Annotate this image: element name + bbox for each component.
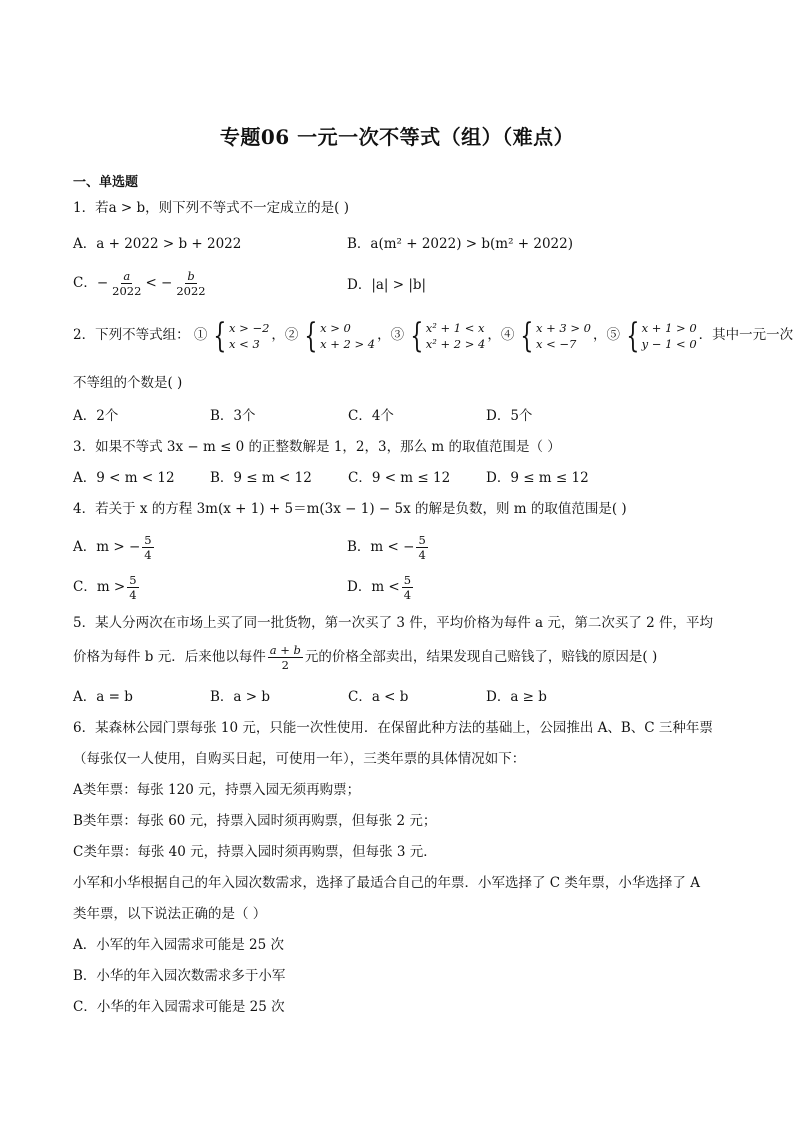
q2-system-3-body (406, 315, 486, 356)
q1-c-fraction-1 (110, 269, 143, 298)
q2-option-d: D．5个 (486, 408, 533, 424)
q1-option-b: B．a(m² + 2022) > b(m² + 2022) (347, 236, 573, 252)
q1-option-c (73, 268, 210, 298)
q6-option-c: C．小华的年入园需求可能是 25 次 (73, 999, 285, 1015)
q5-line-2-pre: 价格为每件 b 元．后来他以每件 (73, 649, 266, 665)
q4-stem: 4．若关于 x 的方程 3m(x + 1) + 5＝m(3x − 1) − 5x 的解是负数，则 m 的取值范围是( ) (73, 501, 627, 517)
q4-c-prefix: C．m > (73, 579, 126, 595)
q5-stem-line-1: 5．某人分两次在市场上买了同一批货物，第一次买了 3 件，平均价格为每件 a 元，第二次买了 2 件，平均 (73, 615, 714, 631)
q2-stem: 2．下列不等式组： ① { x > −2 x < 3 ，② { x > 0 x + 2 > 4 ，③ { x² + 1 < x x² + 2 > 4 ，④ { x + 3 > 0 x < −7 ，⑤ { x + 1 > 0 y − 1 < 0 ．其中一元一次 (73, 315, 794, 356)
q1-c-den-2: 2022 (176, 284, 206, 298)
q6-option-a: A．小军的年入园需求可能是 25 次 (73, 937, 285, 953)
q5-option-a: A．a = b (73, 689, 133, 705)
q6-stem-line-6: 小军和小华根据自己的年入园次数需求，选择了最适合自己的年票．小军选择了 C 类年票，小华选择了 A (73, 875, 700, 891)
q6-stem-line-1: 6．某森林公园门票每张 10 元，只能一次性使用．在保留此种方法的基础上，公园推出 A、B、C 三种年票 (73, 720, 713, 736)
section-heading: 一、单选题 (73, 175, 139, 190)
q4-option-a (73, 530, 156, 564)
q2-system-5-row-1: x + 1 > 0 (641, 320, 697, 335)
q4-d-num: 5 (403, 573, 412, 587)
q2-system-3-mark: ③ (390, 327, 405, 343)
q4-a-fraction (142, 533, 153, 562)
q2-system-2 (284, 315, 377, 356)
q5-line-2-post: 元的价格全部卖出，结果发现自己赔钱了，赔钱的原因是( ) (304, 649, 658, 665)
q6-option-b: B．小华的年入园次数需求多于小军 (73, 968, 286, 984)
q2-system-2-body (300, 315, 376, 356)
q2-stem-start: 2．下列不等式组： (73, 327, 190, 343)
q2-system-1-row-1: x > −2 (229, 320, 270, 335)
q3-option-b: B．9 ≤ m < 12 (210, 470, 312, 486)
q3-stem: 3．如果不等式 3x − m ≤ 0 的正整数解是 1，2，3，那么 m 的取值范围是（ ） (73, 439, 561, 455)
brace-icon: { (520, 315, 534, 356)
q2-system-1-row-2: x < 3 (229, 336, 260, 351)
brace-icon: { (626, 315, 640, 356)
q5-fraction (268, 643, 303, 672)
q1-c-den-1: 2022 (112, 284, 142, 298)
q2-system-3 (390, 315, 488, 356)
page-title: 专题06 一元一次不等式（组）（难点） (219, 125, 575, 149)
q4-b-prefix: B．m < − (347, 539, 415, 555)
q1-option-a: A．a + 2022 > b + 2022 (73, 236, 242, 252)
q4-a-den: 4 (144, 548, 152, 562)
q2-system-4-mark: ④ (500, 327, 515, 343)
q5-option-b: B．a > b (210, 689, 271, 705)
q3-option-d: D．9 ≤ m ≤ 12 (486, 470, 589, 486)
q2-system-2-row-2: x + 2 > 4 (320, 336, 376, 351)
q4-option-d (347, 570, 415, 604)
q1-c-fraction-2 (174, 269, 207, 298)
q1-c-num-1: a (123, 269, 131, 283)
q2-system-2-mark: ② (284, 327, 299, 343)
q4-c-num: 5 (129, 573, 137, 587)
q6-stem-line-3: A类年票：每张 120 元，持票入园无须再购票； (73, 782, 361, 798)
q2-system-5 (606, 315, 699, 356)
q5-frac-den: 2 (281, 658, 289, 672)
q6-stem-line-4: B类年票：每张 60 元，持票入园时须再购票，但每张 2 元； (73, 813, 437, 829)
q2-system-1 (193, 315, 272, 356)
q4-d-den: 4 (403, 588, 412, 602)
q2-system-4-row-2: x < −7 (535, 336, 577, 351)
q4-a-prefix: A．m > − (73, 539, 141, 555)
q1-option-d: D．|a| > |b| (347, 277, 427, 293)
q2-system-2-row-1: x > 0 (320, 320, 351, 335)
q4-c-den: 4 (129, 588, 137, 602)
q2-option-a: A．2个 (73, 408, 119, 424)
q2-system-1-mark: ① (193, 327, 208, 343)
brace-icon: { (304, 315, 318, 356)
q2-system-4-body (516, 315, 591, 356)
q1-c-num-2: b (187, 269, 195, 283)
q2-option-b: B．3个 (210, 408, 256, 424)
q6-stem-line-5: C类年票：每张 40 元，持票入园时须再购票，但每张 3 元． (73, 844, 437, 860)
q2-stem-line-2: 不等组的个数是( ) (73, 375, 183, 391)
q4-d-fraction (402, 573, 413, 602)
q2-system-5-mark: ⑤ (606, 327, 620, 343)
q2-system-1-body (209, 315, 270, 356)
q4-b-den: 4 (418, 548, 426, 562)
q5-option-c: C．a < b (348, 689, 409, 705)
q2-system-4-row-1: x + 3 > 0 (535, 320, 591, 335)
q4-c-fraction (127, 573, 138, 602)
q1-stem: 1．若a > b，则下列不等式不一定成立的是( ) (73, 200, 349, 216)
q2-system-4 (500, 315, 593, 356)
q4-option-c (73, 570, 141, 604)
q4-b-num: 5 (418, 533, 426, 547)
q5-option-d: D．a ≥ b (486, 689, 547, 705)
q1-c-mid: < − (145, 275, 173, 291)
q4-d-prefix: D．m < (347, 579, 400, 595)
q2-system-5-row-2: y − 1 < 0 (641, 336, 697, 351)
q4-a-num: 5 (144, 533, 152, 547)
q6-stem-line-7: 类年票，以下说法正确的是（ ） (73, 906, 267, 922)
q3-option-c: C．9 < m ≤ 12 (348, 470, 451, 486)
q1-c-prefix: C．− (73, 275, 109, 291)
brace-icon: { (213, 315, 227, 356)
q5-stem-line-2 (73, 640, 657, 674)
q4-b-fraction (416, 533, 427, 562)
q2-system-3-row-2: x² + 2 > 4 (425, 336, 486, 351)
q4-option-b (347, 530, 430, 564)
brace-icon: { (410, 315, 424, 356)
q5-frac-num: a + b (269, 643, 301, 657)
q2-system-3-row-1: x² + 1 < x (425, 320, 485, 335)
q6-stem-line-2: （每张仅一人使用，自购买日起，可使用一年），三类年票的具体情况如下： (73, 751, 526, 767)
q3-option-a: A．9 < m < 12 (73, 470, 175, 486)
q2-stem-end: ．其中一元一次 (698, 327, 794, 343)
q2-option-c: C．4个 (348, 408, 394, 424)
q2-system-5-body (622, 315, 697, 356)
